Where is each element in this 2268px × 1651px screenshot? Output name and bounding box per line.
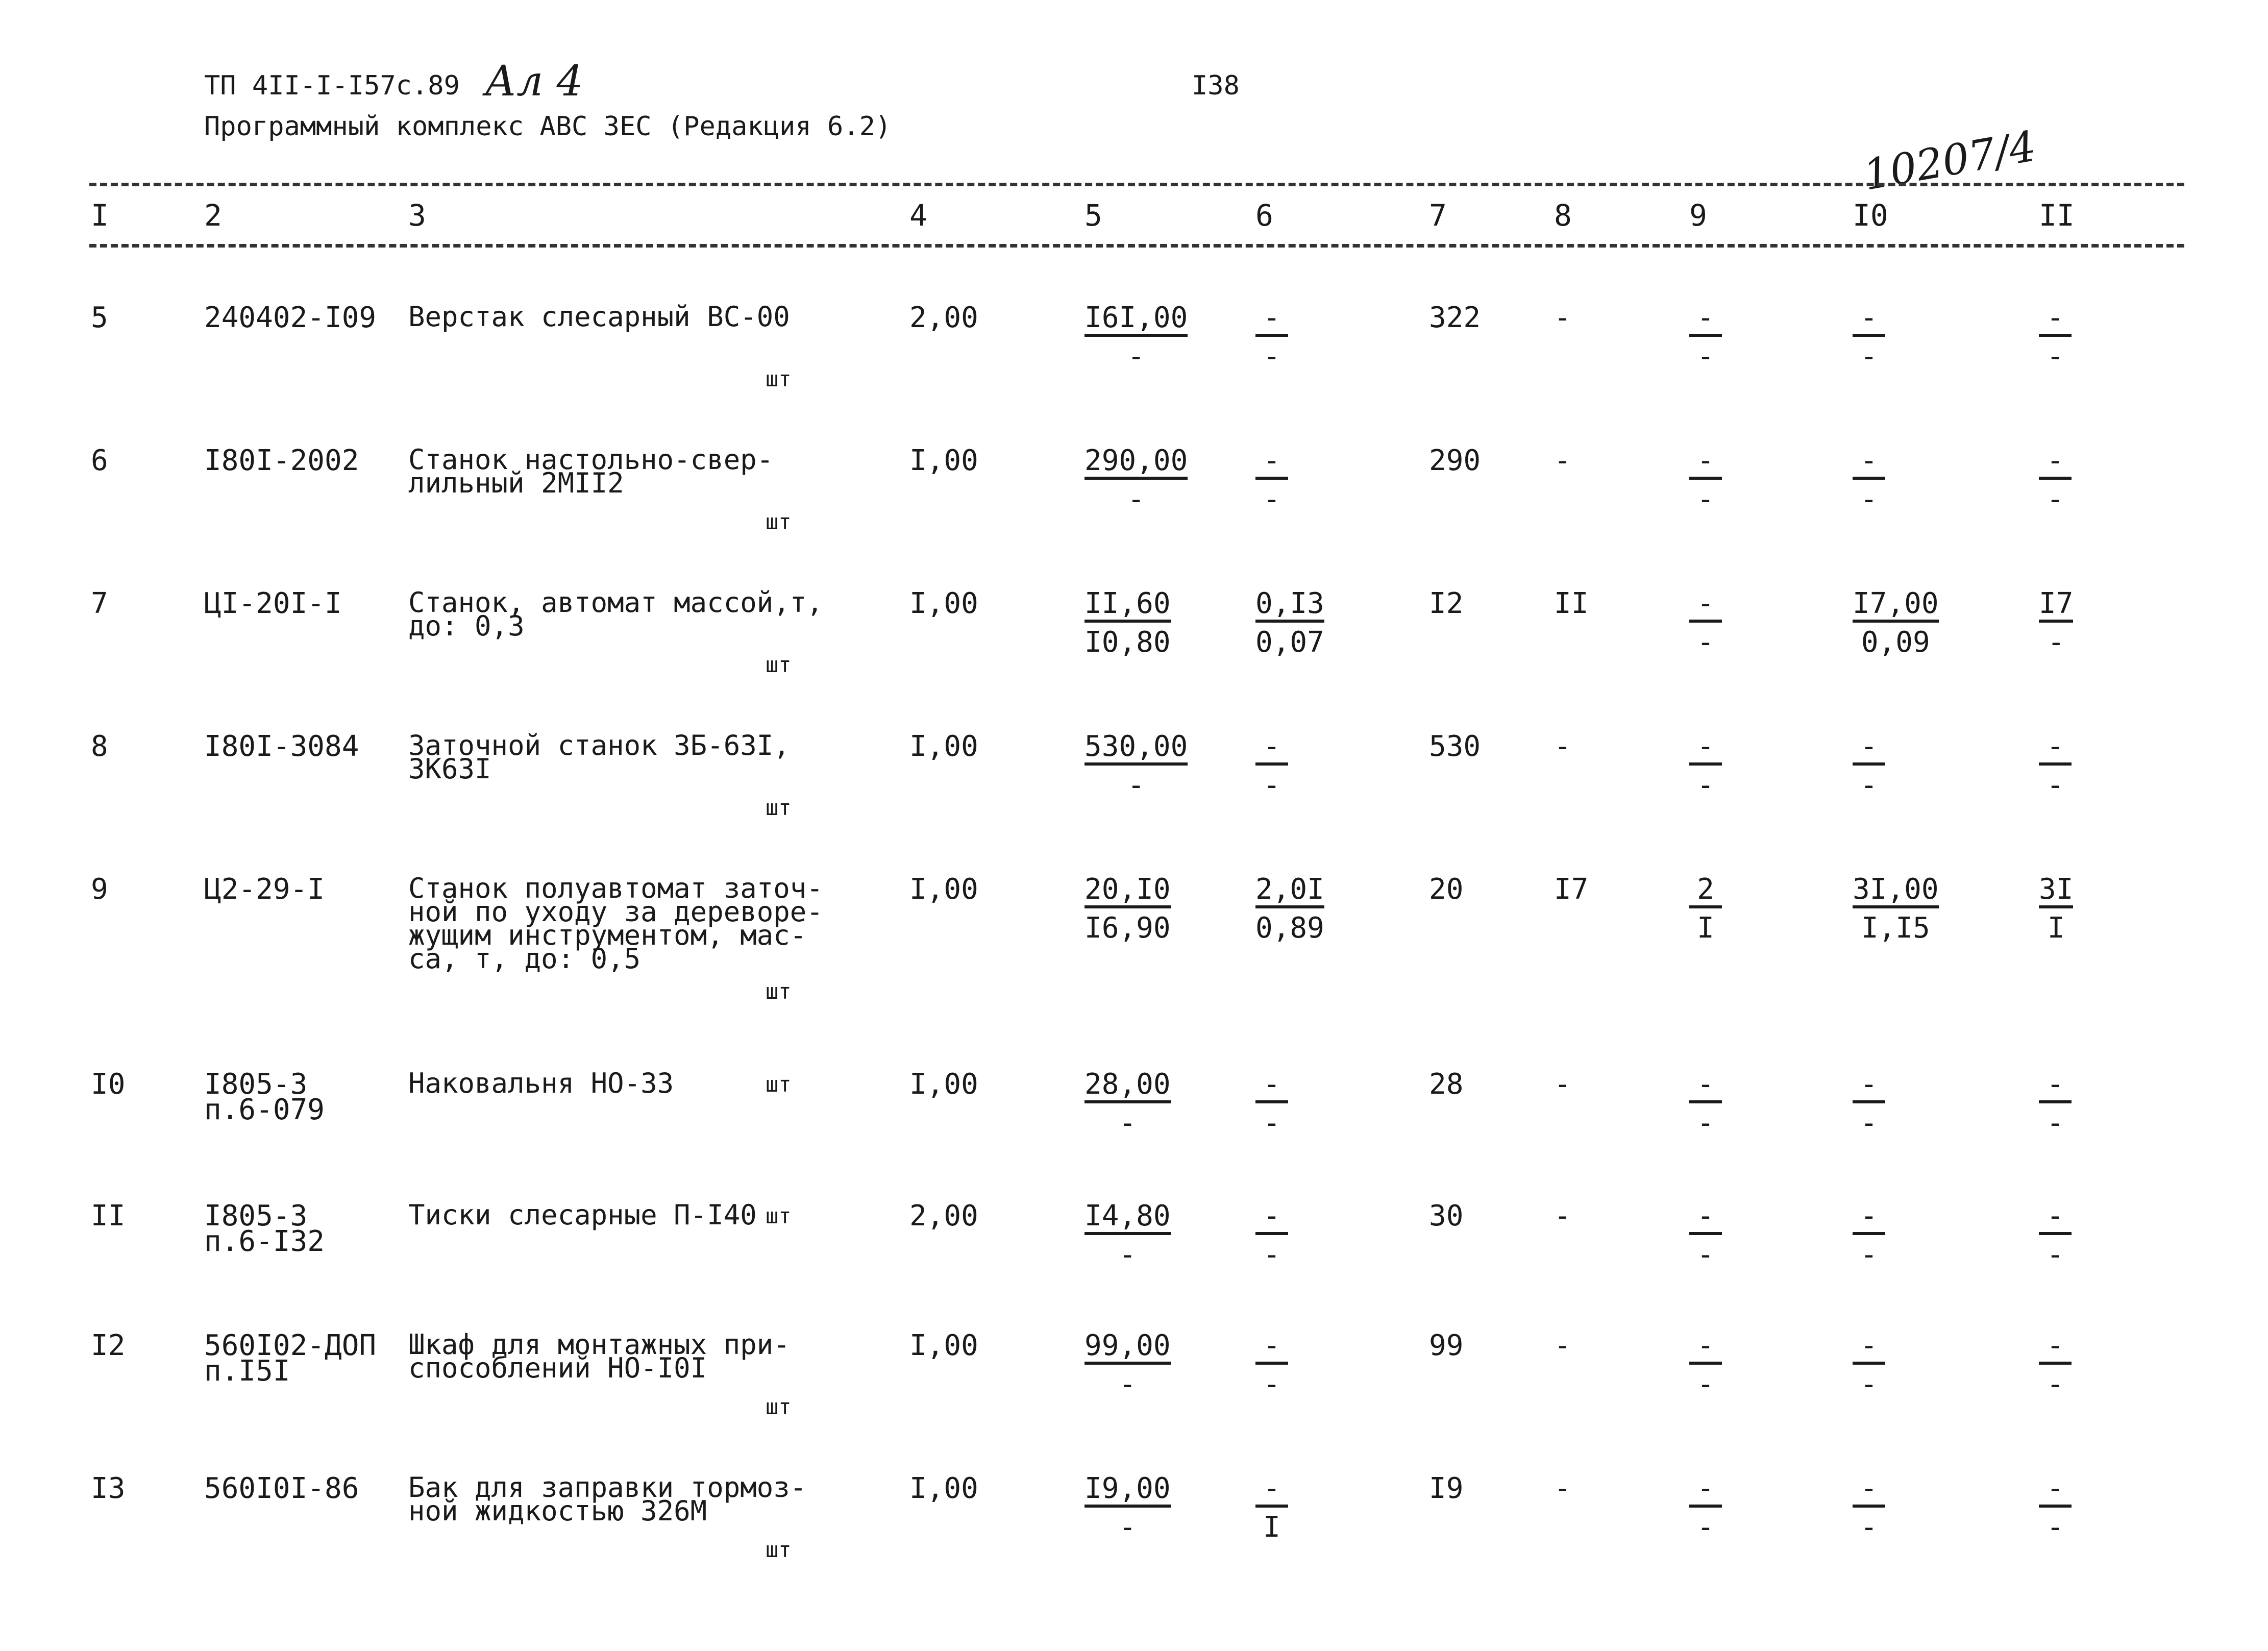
column-number: 8 xyxy=(1554,198,1572,233)
col6-value-top: - xyxy=(1255,1476,1288,1508)
col6-value-top: - xyxy=(1255,448,1288,480)
item-code: п.6-079 xyxy=(204,1093,325,1126)
col5-value-top: I9,00 xyxy=(1084,1476,1171,1508)
col10-value-top: I7,00 xyxy=(1853,591,1939,623)
col5-value-top: 290,00 xyxy=(1084,448,1188,480)
col9-value-top: - xyxy=(1689,448,1722,480)
col5-value-top: I4,80 xyxy=(1084,1203,1171,1235)
col9-value-bottom: - xyxy=(1697,1511,1714,1544)
col10-value-top: - xyxy=(1853,305,1885,337)
unit-of-measure: шт xyxy=(766,509,792,534)
col8-value: - xyxy=(1554,1068,1571,1101)
col11-value-top: - xyxy=(2039,1333,2072,1365)
column-number: II xyxy=(2039,198,2075,233)
col10-value-bottom: - xyxy=(1860,769,1878,802)
quantity: I,00 xyxy=(909,1068,978,1101)
col6-value xyxy=(1255,1068,1288,1140)
col5-value xyxy=(1084,444,1188,516)
col6-value-bottom: - xyxy=(1263,769,1280,802)
col6-value-top: - xyxy=(1255,734,1288,766)
col9-value xyxy=(1689,1068,1722,1140)
col5-value-top: I6I,00 xyxy=(1084,305,1188,337)
col6-value-top: 2,0I xyxy=(1255,877,1324,908)
row-number: 7 xyxy=(91,587,108,620)
item-name: Станок полуавтомат заточ- xyxy=(408,872,823,904)
col10-value xyxy=(1853,1472,1885,1544)
col10-value-top: 3I,00 xyxy=(1853,877,1939,908)
col11-value-bottom: - xyxy=(2047,626,2065,659)
col11-value-top: - xyxy=(2039,448,2072,480)
item-code: 240402-I09 xyxy=(204,301,377,334)
col11-value-bottom: - xyxy=(2047,340,2064,373)
program-line: Программный комплекс АВС 3ЕС (Редакция 6.2) xyxy=(204,111,892,142)
col7-value: 322 xyxy=(1429,301,1481,334)
column-number: 4 xyxy=(909,198,927,233)
col5-value-bottom: - xyxy=(1119,1511,1137,1544)
item-name: са, т, до: 0,5 xyxy=(408,943,641,975)
col8-value: - xyxy=(1554,1472,1571,1505)
col5-value-bottom: - xyxy=(1127,340,1145,373)
col11-value-top: - xyxy=(2039,1072,2072,1103)
col5-value-top: 20,I0 xyxy=(1084,877,1171,908)
col5-value-top: 530,00 xyxy=(1084,734,1188,766)
col9-value-bottom: - xyxy=(1697,1368,1714,1401)
col10-value xyxy=(1853,444,1885,516)
col6-value-top: - xyxy=(1255,305,1288,337)
col11-value xyxy=(2039,587,2074,659)
row-number: 8 xyxy=(91,730,108,763)
unit-of-measure: шт xyxy=(766,1203,792,1228)
col6-value-top: - xyxy=(1255,1203,1288,1235)
col9-value xyxy=(1689,444,1722,516)
col10-value-bottom: 0,09 xyxy=(1861,626,1930,659)
column-number: I xyxy=(91,198,109,233)
item-name: Верстак слесарный ВС-00 xyxy=(408,301,790,333)
item-code: п.6-I32 xyxy=(204,1225,325,1258)
item-code: 560I0I-86 xyxy=(204,1472,359,1505)
item-name: Станок, автомат массой,т, xyxy=(408,586,823,619)
item-code: I80I-2002 xyxy=(204,444,359,477)
col11-value xyxy=(2039,301,2072,373)
col5-value xyxy=(1084,1199,1171,1271)
column-number: I0 xyxy=(1853,198,1888,233)
col7-value: 20 xyxy=(1429,873,1464,906)
col10-value-top: - xyxy=(1853,1203,1885,1235)
row-number: II xyxy=(91,1199,126,1233)
col7-value: 28 xyxy=(1429,1068,1464,1101)
quantity: I,00 xyxy=(909,873,978,906)
col6-value-bottom: 0,89 xyxy=(1255,911,1324,945)
col6-value-bottom: - xyxy=(1263,1238,1280,1271)
col7-value: 530 xyxy=(1429,730,1481,763)
row-number: 6 xyxy=(91,444,108,477)
col11-value-top: - xyxy=(2039,1203,2072,1235)
col9-value-top: - xyxy=(1689,305,1722,337)
col11-value xyxy=(2039,730,2072,802)
col10-value-bottom: - xyxy=(1860,483,1878,516)
item-name: Наковальня НО-33 xyxy=(408,1067,674,1099)
col9-value-top: - xyxy=(1689,1476,1722,1508)
col10-value xyxy=(1853,1199,1885,1271)
col7-value: I9 xyxy=(1429,1472,1464,1505)
col5-value-bottom: - xyxy=(1127,483,1145,516)
col11-value-bottom: - xyxy=(2047,769,2064,802)
col9-value-bottom: - xyxy=(1697,1106,1714,1140)
item-name: Бак для заправки тормоз- xyxy=(408,1471,807,1504)
col10-value-top: - xyxy=(1853,1333,1885,1365)
col6-value xyxy=(1255,730,1288,802)
col6-value-bottom: 0,07 xyxy=(1255,626,1324,659)
row-number: 5 xyxy=(91,301,108,334)
item-code: I805-3 xyxy=(204,1068,308,1101)
col7-value: 30 xyxy=(1429,1199,1464,1233)
unit-of-measure: шт xyxy=(766,1394,792,1419)
col10-value-bottom: - xyxy=(1860,1106,1878,1140)
item-name: Тиски слесарные П-I40 xyxy=(408,1199,757,1231)
col5-value xyxy=(1084,587,1171,659)
col5-value-top: 99,00 xyxy=(1084,1333,1171,1365)
col11-value-top: - xyxy=(2039,734,2072,766)
col5-value-bottom: I0,80 xyxy=(1084,626,1171,659)
col10-value-bottom: - xyxy=(1860,1368,1878,1401)
col10-value xyxy=(1853,587,1939,659)
col9-value-bottom: - xyxy=(1697,1238,1714,1271)
col9-value-top: - xyxy=(1689,591,1722,623)
col11-value xyxy=(2039,1068,2072,1140)
item-code: ЦI-20I-I xyxy=(204,587,342,620)
quantity: 2,00 xyxy=(909,301,978,334)
col9-value-bottom: - xyxy=(1697,769,1714,802)
column-number: 3 xyxy=(408,198,426,233)
col6-value xyxy=(1255,444,1288,516)
col6-value xyxy=(1255,301,1288,373)
quantity: I,00 xyxy=(909,1329,978,1362)
col8-value: - xyxy=(1554,730,1571,763)
col9-value-bottom: - xyxy=(1697,483,1714,516)
row-number: I2 xyxy=(91,1329,126,1362)
item-name: ной жидкостью 326М xyxy=(408,1495,707,1527)
page-number: I38 xyxy=(1192,70,1240,101)
col10-value-bottom: - xyxy=(1860,1511,1878,1544)
handwritten-document-number: 10207/4 xyxy=(1860,122,2040,200)
col9-value xyxy=(1689,301,1722,373)
col11-value-top: 3I xyxy=(2039,877,2073,908)
col9-value xyxy=(1689,1329,1722,1401)
table-top-rule xyxy=(89,183,2184,186)
col9-value-top: - xyxy=(1689,734,1722,766)
col8-value: - xyxy=(1554,1329,1571,1362)
item-name: до: 0,3 xyxy=(408,610,525,642)
col11-value-bottom: - xyxy=(2047,483,2064,516)
item-name: Заточной станок 3Б-63I, xyxy=(408,729,790,761)
col11-value xyxy=(2039,1199,2072,1271)
col9-value-top: - xyxy=(1689,1203,1722,1235)
item-name: Станок настольно-свер- xyxy=(408,443,774,476)
col9-value xyxy=(1689,730,1722,802)
col7-value: I2 xyxy=(1429,587,1464,620)
col10-value-top: - xyxy=(1853,1476,1885,1508)
quantity: I,00 xyxy=(909,730,978,763)
document-code: ТП 4II-I-I57с.89 xyxy=(204,70,460,101)
col5-value xyxy=(1084,1472,1171,1544)
col11-value-bottom: - xyxy=(2047,1106,2064,1140)
col9-value xyxy=(1689,1472,1722,1544)
col9-value-top: - xyxy=(1689,1333,1722,1365)
col10-value xyxy=(1853,1068,1885,1140)
col10-value xyxy=(1853,1329,1885,1401)
col11-value-top: I7 xyxy=(2039,591,2073,623)
col9-value-bottom: I xyxy=(1697,911,1714,945)
handwritten-sheet-mark: Ал 4 xyxy=(485,57,583,106)
col6-value xyxy=(1255,873,1324,945)
col5-value-bottom: - xyxy=(1119,1106,1137,1140)
column-number: 5 xyxy=(1084,198,1102,233)
col9-value-top: 2 xyxy=(1689,877,1722,908)
item-name: жущим инструментом, мас- xyxy=(408,919,807,951)
col7-value: 290 xyxy=(1429,444,1481,477)
col10-value-bottom: - xyxy=(1860,1238,1878,1271)
col11-value-bottom: I xyxy=(2047,911,2065,945)
unit-of-measure: шт xyxy=(766,795,792,820)
col5-value xyxy=(1084,301,1188,373)
col8-value: - xyxy=(1554,301,1571,334)
col9-value-top: - xyxy=(1689,1072,1722,1103)
col9-value xyxy=(1689,587,1722,659)
column-number: 7 xyxy=(1429,198,1447,233)
quantity: 2,00 xyxy=(909,1199,978,1233)
table-header-rule xyxy=(89,244,2184,248)
col5-value xyxy=(1084,1068,1171,1140)
col6-value-bottom: - xyxy=(1263,483,1280,516)
col11-value-bottom: - xyxy=(2047,1238,2064,1271)
col10-value-bottom: - xyxy=(1860,340,1878,373)
unit-of-measure: шт xyxy=(766,1537,792,1562)
item-name: ной по уходу за деревоpе- xyxy=(408,896,823,928)
col6-value xyxy=(1255,1472,1288,1544)
col11-value-bottom: - xyxy=(2047,1511,2064,1544)
col11-value-bottom: - xyxy=(2047,1368,2064,1401)
col10-value xyxy=(1853,301,1885,373)
column-number: 9 xyxy=(1689,198,1707,233)
col10-value-top: - xyxy=(1853,734,1885,766)
col11-value xyxy=(2039,1329,2072,1401)
col10-value xyxy=(1853,730,1885,802)
item-code: 560I02-ДОП xyxy=(204,1329,377,1362)
item-name: 3К63I xyxy=(408,753,491,785)
quantity: I,00 xyxy=(909,587,978,620)
col6-value-top: - xyxy=(1255,1072,1288,1103)
col9-value-bottom: - xyxy=(1697,340,1714,373)
col11-value xyxy=(2039,873,2074,945)
col6-value-bottom: I xyxy=(1263,1511,1280,1544)
col6-value-top: 0,I3 xyxy=(1255,591,1324,623)
col10-value-top: - xyxy=(1853,1072,1885,1103)
unit-of-measure: шт xyxy=(766,1072,792,1097)
col6-value xyxy=(1255,1199,1288,1271)
unit-of-measure: шт xyxy=(766,979,792,1004)
col7-value: 99 xyxy=(1429,1329,1464,1362)
item-code: п.I5I xyxy=(204,1354,290,1388)
col8-value: II xyxy=(1554,587,1589,620)
col9-value xyxy=(1689,1199,1722,1271)
column-number: 6 xyxy=(1255,198,1273,233)
col11-value xyxy=(2039,1472,2072,1544)
col5-value-bottom: - xyxy=(1127,769,1145,802)
col11-value-top: - xyxy=(2039,305,2072,337)
row-number: I0 xyxy=(91,1068,126,1101)
col9-value xyxy=(1689,873,1722,945)
col5-value-top: 28,00 xyxy=(1084,1072,1171,1103)
col6-value xyxy=(1255,1329,1288,1401)
col5-value xyxy=(1084,873,1171,945)
col11-value-top: - xyxy=(2039,1476,2072,1508)
col5-value-bottom: - xyxy=(1119,1368,1137,1401)
col10-value-bottom: I,I5 xyxy=(1861,911,1930,945)
col6-value-bottom: - xyxy=(1263,1368,1280,1401)
col8-value: - xyxy=(1554,444,1571,477)
col8-value: I7 xyxy=(1554,873,1589,906)
unit-of-measure: шт xyxy=(766,366,792,391)
quantity: I,00 xyxy=(909,444,978,477)
column-number: 2 xyxy=(204,198,222,233)
col5-value xyxy=(1084,1329,1171,1401)
item-code: Ц2-29-I xyxy=(204,873,325,906)
col5-value-top: II,60 xyxy=(1084,591,1171,623)
col5-value xyxy=(1084,730,1188,802)
row-number: I3 xyxy=(91,1472,126,1505)
col6-value xyxy=(1255,587,1324,659)
col6-value-bottom: - xyxy=(1263,340,1280,373)
col10-value-top: - xyxy=(1853,448,1885,480)
col6-value-bottom: - xyxy=(1263,1106,1280,1140)
col9-value-bottom: - xyxy=(1697,626,1714,659)
quantity: I,00 xyxy=(909,1472,978,1505)
item-code: I805-3 xyxy=(204,1199,308,1233)
col11-value xyxy=(2039,444,2072,516)
item-code: I80I-3084 xyxy=(204,730,359,763)
item-name: способлений НО-I0I xyxy=(408,1352,707,1384)
col8-value: - xyxy=(1554,1199,1571,1233)
unit-of-measure: шт xyxy=(766,652,792,677)
col10-value xyxy=(1853,873,1939,945)
item-name: лильный 2МII2 xyxy=(408,467,624,499)
col5-value-bottom: - xyxy=(1119,1238,1137,1271)
row-number: 9 xyxy=(91,873,108,906)
col5-value-bottom: I6,90 xyxy=(1084,911,1171,945)
col6-value-top: - xyxy=(1255,1333,1288,1365)
item-name: Шкаф для монтажных при- xyxy=(408,1328,790,1361)
